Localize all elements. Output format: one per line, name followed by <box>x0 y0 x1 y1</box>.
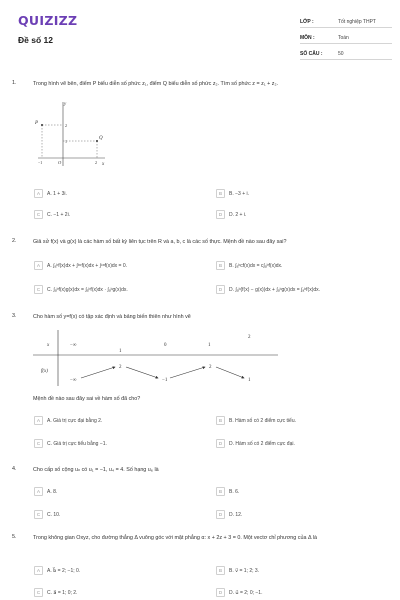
option-letter-box: C <box>34 588 43 597</box>
option-text: A. Giá trị cực đại bằng 2. <box>47 417 103 424</box>
option-a[interactable] <box>34 189 67 198</box>
option-letter-box: C <box>34 210 43 219</box>
row-label-x: x <box>47 343 50 348</box>
row-label-fx: f(x) <box>41 369 48 374</box>
question-number: 2. <box>12 238 17 244</box>
f-value: −1 <box>162 378 168 383</box>
option-text: B. 6. <box>229 488 240 495</box>
option-text: B. −3 + i. <box>229 190 250 197</box>
question-text: Cho cấp số cộng uₙ có u₁ = −1, u₄ = 4. Số hạng u₆ là <box>33 467 159 473</box>
question-text: Trong không gian Oxyz, cho đường thẳng Δ vuông góc với mặt phẳng α: x + 2z + 3 = 0. Một vectơ chỉ phương của Δ là <box>33 535 317 541</box>
option-letter-box: B <box>216 261 225 270</box>
option-a[interactable] <box>34 566 80 575</box>
option-letter-box: D <box>216 439 225 448</box>
option-text: C. 10. <box>47 511 61 518</box>
option-d[interactable] <box>216 210 246 219</box>
p-label: P <box>35 121 39 126</box>
meta-row-count <box>300 44 392 60</box>
option-b[interactable] <box>216 566 259 575</box>
option-a[interactable] <box>34 261 127 270</box>
option-b[interactable] <box>216 487 239 496</box>
meta-value: 50 <box>338 51 344 57</box>
option-text: D. 2 + i. <box>229 211 247 218</box>
option-c[interactable] <box>34 439 107 448</box>
option-c[interactable] <box>34 210 70 219</box>
increase-arrow <box>81 367 115 378</box>
option-letter-box: A <box>34 261 43 270</box>
option-text: B. v⃗ = 1; 2; 3. <box>229 567 260 574</box>
f-value: 1 <box>248 378 251 383</box>
f-value: −∞ <box>70 378 77 383</box>
point-q <box>96 140 98 142</box>
option-letter-box: C <box>34 439 43 448</box>
f-value: 2 <box>209 365 212 370</box>
option-a[interactable] <box>34 487 57 496</box>
question-number: 5. <box>12 534 17 540</box>
question-subtext: Mệnh đề nào sau đây sai về hàm số đã cho? <box>33 396 141 402</box>
option-text: A. 1 + 3i. <box>47 190 67 197</box>
option-letter-box: B <box>216 189 225 198</box>
tick-label-x2: 2 <box>95 160 97 165</box>
tick-label-xm1: −1 <box>38 160 43 165</box>
x-value: 0 <box>164 343 167 348</box>
option-text: D. Hàm số có 2 điểm cực đại. <box>229 440 295 447</box>
meta-key: LỚP : <box>300 19 314 25</box>
option-text: C. a⃗ = 1; 0; 2. <box>47 589 78 596</box>
option-letter-box: A <box>34 416 43 425</box>
meta-value: Tốt nghiệp THPT <box>338 19 376 25</box>
meta-key: MÔN : <box>300 35 315 41</box>
option-d[interactable] <box>216 439 295 448</box>
x-axis-label: x <box>102 162 105 167</box>
option-letter-box: D <box>216 285 225 294</box>
option-d[interactable] <box>216 588 262 597</box>
option-text: D. u⃗ = 2; 0; −1. <box>229 589 263 596</box>
decrease-arrow <box>126 367 158 378</box>
question-text: Trong hình vẽ bên, điểm P biểu diễn số phức z₁, điểm Q biểu diễn số phức z₂. Tìm số phức z = z₁ + z₂. <box>33 81 279 87</box>
option-b[interactable] <box>216 261 282 270</box>
option-text: D. 12. <box>229 511 243 518</box>
point-p <box>41 124 43 126</box>
option-c[interactable] <box>34 510 60 519</box>
option-letter-box: D <box>216 588 225 597</box>
x-value: −∞ <box>70 343 77 348</box>
option-d[interactable] <box>216 510 242 519</box>
option-text: C. −1 + 2i. <box>47 211 71 218</box>
x-value: 2 <box>248 335 251 340</box>
option-letter-box: D <box>216 210 225 219</box>
tick-label-y2: 2 <box>65 123 67 128</box>
option-b[interactable] <box>216 416 296 425</box>
x-value: 1 <box>119 349 122 354</box>
decrease-arrow <box>216 367 244 378</box>
option-text: B. ∫ₐᵇcf(x)dx = c∫ₐᵇf(x)dx. <box>229 262 283 269</box>
exam-title: Đề số 12 <box>18 35 53 45</box>
option-text: C. Giá trị cực tiểu bằng −1. <box>47 440 107 447</box>
origin-label: O <box>58 160 62 165</box>
option-letter-box: C <box>34 510 43 519</box>
option-b[interactable] <box>216 189 249 198</box>
option-letter-box: B <box>216 487 225 496</box>
option-c[interactable] <box>34 588 77 597</box>
option-letter-box: A <box>34 189 43 198</box>
exam-meta <box>300 12 392 60</box>
tick-label-y1: 1 <box>65 139 67 144</box>
option-c[interactable] <box>34 285 128 294</box>
option-text: C. ∫ₐᵇf(x)g(x)dx = ∫ₐᵇf(x)dx · ∫ₐᵇg(x)dx. <box>47 286 128 293</box>
option-letter-box: A <box>34 487 43 496</box>
header <box>0 0 400 62</box>
option-a[interactable] <box>34 416 102 425</box>
question-text: Cho hàm số y=f(x) có tập xác định và bảng biến thiên như hình vẽ <box>33 314 191 320</box>
option-text: B. Hàm số có 2 điểm cực tiểu. <box>229 417 296 424</box>
question-number: 1. <box>12 80 17 86</box>
meta-value: Toán <box>338 35 349 41</box>
question-number: 4. <box>12 466 17 472</box>
option-text: A. ∫ₐᵇf(x)dx + ∫ᵇᶜf(x)dx + ∫ᶜᵃf(x)dx = 0. <box>47 262 128 269</box>
option-letter-box: B <box>216 416 225 425</box>
option-letter-box: A <box>34 566 43 575</box>
complex-plane-figure <box>30 98 110 168</box>
meta-key: SỐ CÂU : <box>300 51 323 57</box>
meta-row-class <box>300 12 392 28</box>
option-letter-box: C <box>34 285 43 294</box>
increase-arrow <box>170 367 205 378</box>
option-text: A. b⃗ = 2; −1; 0. <box>47 567 81 574</box>
quizizz-logo: QUIZIZZ <box>18 13 78 28</box>
variation-table <box>33 330 278 386</box>
q-label: Q <box>99 136 103 141</box>
option-letter-box: B <box>216 566 225 575</box>
f-value: 2 <box>119 365 122 370</box>
question-text: Giả sử f(x) và g(x) là các hàm số bất kỳ liên tục trên R và a, b, c là các số thực. Mệnh đề nào sau đây sai? <box>33 239 287 245</box>
option-d[interactable] <box>216 285 320 294</box>
question-number: 3. <box>12 313 17 319</box>
x-value: 1 <box>208 343 211 348</box>
option-text: A. 8. <box>47 488 58 495</box>
option-letter-box: D <box>216 510 225 519</box>
meta-row-subject <box>300 28 392 44</box>
y-axis-label: y <box>64 102 67 107</box>
option-text: D. ∫ₐᵇ(f(x) − g(x))dx + ∫ₐᵇg(x)dx = ∫ₐᵇf(x)dx. <box>229 286 321 293</box>
